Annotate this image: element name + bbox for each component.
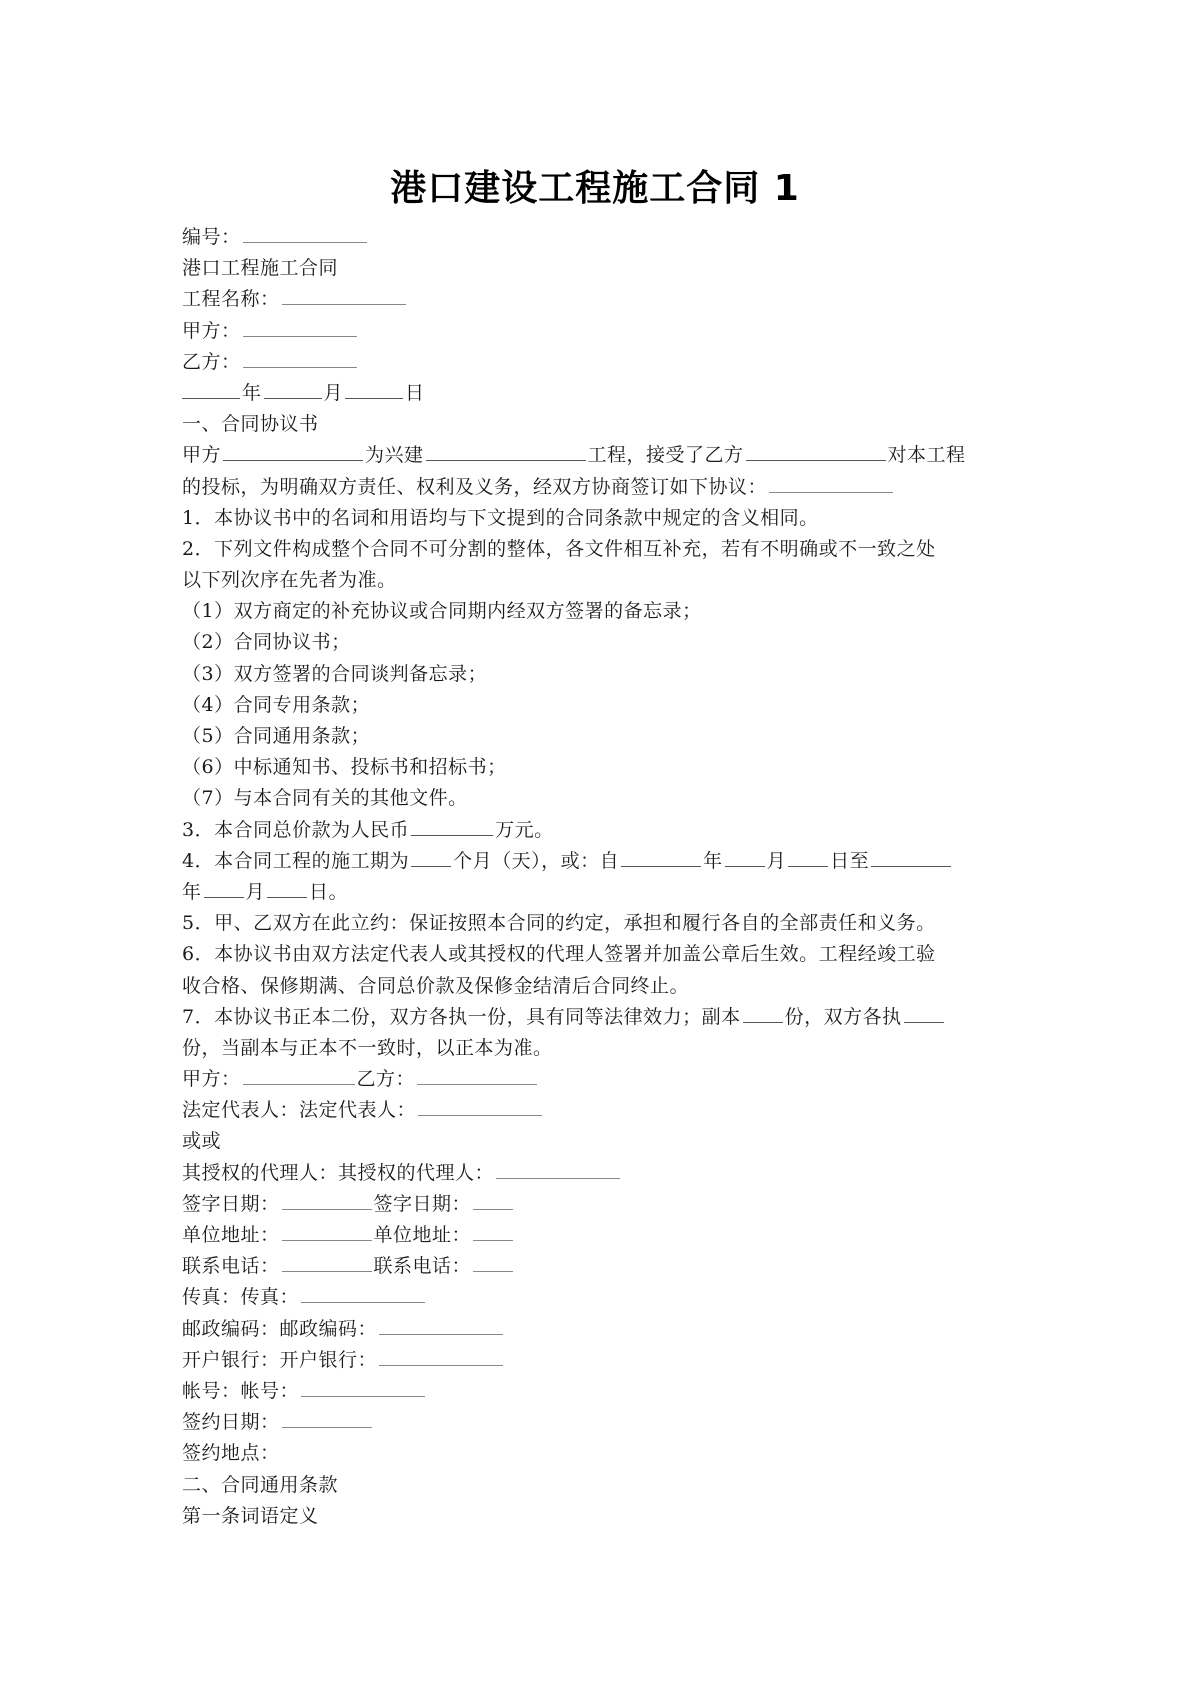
fax-blank — [301, 1284, 425, 1303]
item-2-line2: 以下列次序在先者为准。 — [182, 569, 397, 592]
sign-parties-line — [182, 1064, 1012, 1095]
party-a-label: 甲方： — [182, 319, 241, 342]
end-day-blank — [267, 879, 307, 898]
sign-date-label: 签字日期： — [373, 1192, 472, 1215]
item-4-text: 月 — [766, 849, 787, 872]
intro-text: 工程，接受了乙方 — [587, 444, 744, 467]
doc-list-item: （3）双方签署的合同谈判备忘录； — [182, 662, 488, 685]
postal-line — [182, 1314, 1012, 1345]
section2-heading: 二、合同通用条款 — [182, 1473, 339, 1496]
number-blank — [243, 224, 367, 243]
document-body — [182, 222, 1012, 1532]
contract-date-label: 签约日期： — [182, 1411, 280, 1434]
agent-label: 其授权的代理人：其授权的代理人： — [182, 1161, 495, 1184]
date-line — [182, 378, 1012, 409]
month-label: 月 — [323, 381, 344, 404]
item-4-line1 — [182, 846, 1012, 877]
contract-number-line — [182, 222, 1012, 253]
end-year-blank — [871, 848, 951, 867]
day-blank — [345, 380, 403, 399]
number-label: 编号： — [182, 226, 241, 248]
article-1-heading: 第一条词语定义 — [182, 1504, 319, 1527]
item-3-text: 3．本合同总价款为人民币 — [182, 818, 410, 841]
bank-label: 开户银行：开户银行： — [182, 1348, 378, 1371]
legal-rep-line — [182, 1095, 1012, 1126]
agent-blank — [496, 1160, 620, 1179]
item-7-text: 7．本协议书正本二份，双方各执一份，具有同等法律效力；副本 — [182, 1005, 741, 1028]
doc-list-item: （5）合同通用条款； — [182, 725, 371, 747]
legal-rep-label: 法定代表人：法定代表人： — [182, 1099, 417, 1122]
fax-label: 传真：传真： — [182, 1286, 300, 1309]
contract-date-line — [182, 1407, 1012, 1438]
phone-a-blank — [282, 1253, 372, 1272]
project-name-label: 工程名称： — [182, 288, 280, 311]
project-blank — [426, 442, 586, 461]
account-blank — [301, 1378, 425, 1397]
address-line — [182, 1220, 1012, 1251]
doc-list-item: （1）双方商定的补充协议或合同期内经双方签署的备忘录； — [182, 600, 702, 623]
sign-party-a-blank — [243, 1066, 355, 1085]
sign-date-label: 签字日期： — [182, 1192, 280, 1215]
phone-b-blank — [473, 1253, 513, 1272]
start-year-blank — [621, 848, 701, 867]
party-a-name-blank — [223, 442, 363, 461]
party-b-name-blank — [746, 442, 886, 461]
project-name-blank — [282, 286, 406, 305]
end-month-blank — [204, 879, 244, 898]
copies-blank — [743, 1004, 783, 1023]
item-4-text: 年 — [182, 880, 202, 903]
item-7-line1 — [182, 1002, 1012, 1033]
agreement-blank — [769, 474, 893, 493]
project-name-line — [182, 284, 1012, 315]
doc-list-item: （4）合同专用条款； — [182, 693, 371, 716]
intro-text: 对本工程 — [887, 444, 966, 467]
address-b-blank — [473, 1222, 513, 1241]
doc-list-item: （7）与本合同有关的其他文件。 — [182, 787, 468, 810]
or-line: 或或 — [182, 1130, 222, 1153]
subtitle: 港口工程施工合同 — [182, 257, 339, 280]
document-title: 港口建设工程施工合同 1 — [390, 168, 800, 209]
legal-rep-blank — [418, 1097, 542, 1116]
account-line — [182, 1376, 1012, 1407]
party-a-line — [182, 316, 1012, 347]
year-label: 年 — [242, 381, 262, 404]
section1-heading: 一、合同协议书 — [182, 413, 319, 436]
item-2-line1: 2．下列文件构成整个合同不可分割的整体，各文件相互补充，若有不明确或不一致之处 — [182, 537, 936, 560]
account-label: 帐号：帐号： — [182, 1379, 300, 1402]
postal-label: 邮政编码：邮政编码： — [182, 1317, 378, 1340]
party-a-blank — [243, 318, 357, 337]
contract-date-blank — [282, 1409, 372, 1428]
item-4-text: 日至 — [830, 849, 870, 872]
address-label: 单位地址： — [182, 1224, 280, 1246]
year-blank — [182, 380, 240, 399]
fax-line — [182, 1282, 1012, 1313]
item-1: 1．本协议书中的名词和用语均与下文提到的合同条款中规定的含义相同。 — [182, 506, 819, 529]
period-blank — [411, 848, 451, 867]
party-b-blank — [243, 349, 357, 368]
intro-text: 的投标，为明确双方责任、权利及义务，经双方协商签订如下协议： — [182, 475, 768, 498]
intro-text: 为兴建 — [365, 444, 424, 467]
item-4-line2 — [182, 877, 1012, 908]
month-blank — [264, 380, 322, 399]
intro-line1 — [182, 440, 1012, 471]
sign-party-b-label: 乙方： — [356, 1068, 416, 1091]
phone-label: 联系电话： — [373, 1255, 472, 1278]
item-7-line2: 份，当副本与正本不一致时，以正本为准。 — [182, 1036, 553, 1059]
item-4-text: 年 — [703, 849, 723, 872]
intro-text: 甲方 — [182, 444, 222, 467]
sign-date-b-blank — [473, 1191, 513, 1210]
item-4-text: 4．本合同工程的施工期为 — [182, 849, 410, 872]
item-6-line1: 6．本协议书由双方法定代表人或其授权的代理人签署并加盖公章后生效。工程经竣工验 — [182, 943, 936, 966]
sign-party-b-blank — [417, 1066, 537, 1085]
sign-date-a-blank — [282, 1191, 372, 1210]
sign-party-a-label: 甲方： — [182, 1068, 241, 1091]
price-blank — [411, 817, 493, 836]
item-5: 5．甲、乙双方在此立约：保证按照本合同的约定，承担和履行各自的全部责任和义务。 — [182, 912, 936, 935]
item-6-line2: 收合格、保修期满、合同总价款及保修金结清后合同终止。 — [182, 974, 690, 997]
agent-line — [182, 1158, 1012, 1189]
item-7-text: 份，双方各执 — [784, 1005, 902, 1028]
address-label: 单位地址： — [373, 1224, 472, 1246]
phone-label: 联系电话： — [182, 1255, 280, 1278]
bank-blank — [379, 1347, 503, 1366]
postal-blank — [379, 1316, 503, 1335]
start-day-blank — [788, 848, 828, 867]
doc-list-item: （2）合同协议书； — [182, 631, 351, 654]
bank-line — [182, 1345, 1012, 1376]
start-month-blank — [725, 848, 765, 867]
item-4-text: 日。 — [309, 880, 349, 903]
item-4-text: 月 — [245, 880, 266, 903]
doc-list-item: （6）中标通知书、投标书和招标书； — [182, 756, 507, 779]
party-b-line — [182, 347, 1012, 378]
copies-each-blank — [904, 1004, 944, 1023]
sign-date-line — [182, 1189, 1012, 1220]
intro-line2 — [182, 472, 1012, 503]
party-b-label: 乙方： — [182, 350, 241, 373]
item-4-text: 个月（天），或：自 — [453, 849, 620, 872]
item-3-text: 万元。 — [495, 818, 554, 841]
contract-place-line: 签约地点： — [182, 1442, 280, 1465]
phone-line — [182, 1251, 1012, 1282]
item-3 — [182, 815, 1012, 846]
address-a-blank — [282, 1222, 372, 1241]
day-label: 日 — [405, 381, 425, 404]
